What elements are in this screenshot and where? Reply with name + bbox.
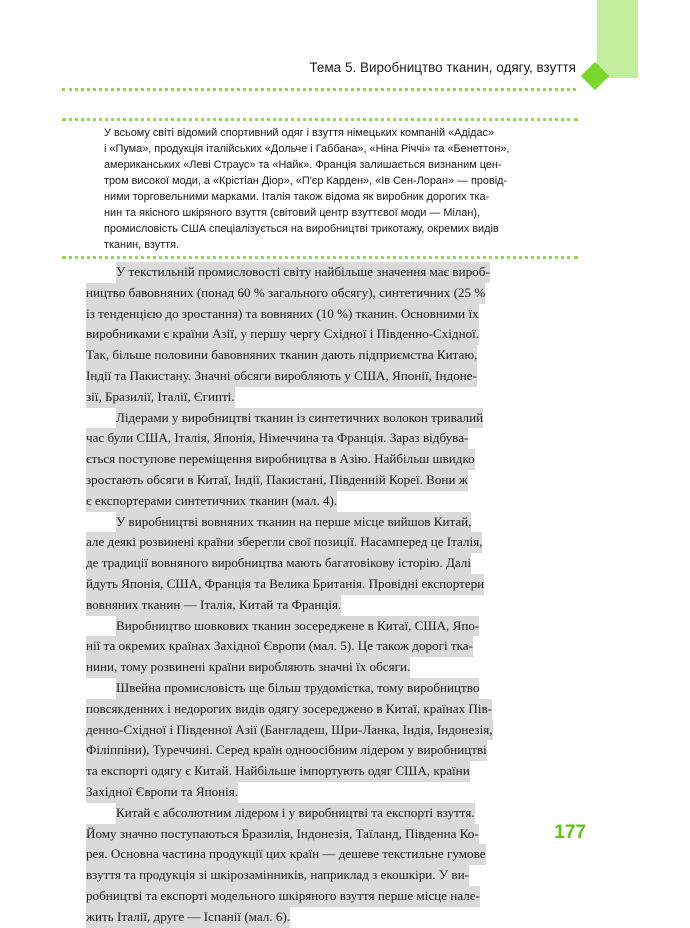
box-line: ними торговельними марками. Італія також відома як виробник дорогих тка- (104, 191, 490, 203)
text-line: є експортерами синтетичних тканин (мал. 4). (86, 491, 337, 512)
text-line: Виробництво шовкових тканин зосереджене в Китаї, США, Япо- (86, 616, 479, 637)
text-line: виробниками є країни Азії, у першу чергу Східної і Південно-Східної. (86, 324, 479, 345)
box-line: і «Пума», продукція італійських «Дольче і Габбана», «Ніна Річчі» та «Бенеттон», (104, 143, 510, 155)
page-header-title: Тема 5. Виробництво тканин, одягу, взуття (309, 60, 576, 75)
text-line: Швейна промисловість ще більш трудомістка, тому виробництво (86, 678, 479, 699)
info-box (104, 125, 578, 253)
text-line: час були США, Італія, Японія, Німеччина та Франція. Зараз відбува- (86, 428, 468, 449)
text-line: Йому значно поступаються Бразилія, Індонезія, Таїланд, Південна Ко- (86, 824, 479, 845)
text-line: нії та окремих країнах Західної Європи (мал. 5). Це також дорогі тка- (86, 636, 473, 657)
text-line: У текстильній промисловості світу найбільше значення має вироб- (86, 262, 490, 283)
box-line: тром високої моди, а «Крістіан Діор», «П'єр Карден», «Ів Сен-Лоран» — провід- (104, 175, 508, 187)
text-line: Філіппіни), Туреччині. Серед країн одноосібним лідером у виробництві (86, 740, 487, 761)
page-number: 177 (554, 822, 586, 843)
box-line: промисловість США спеціалізується на виробництві трикотажу, окремих видів (104, 223, 499, 235)
box-top-divider (62, 118, 578, 121)
text-line: ється поступове переміщення виробництва в Азію. Найбільш швидко (86, 449, 475, 470)
text-line: денно-Східної і Південної Азії (Бангладеш, Шри-Ланка, Індія, Індонезія, (86, 720, 493, 741)
text-line: Лідерами у виробництві тканин із синтетичних волокон тривалий (86, 408, 483, 429)
text-line: рея. Основна частина продукції цих країн — дешеве текстильне гумове (86, 844, 486, 865)
text-line: повсякденних і недорогих видів одягу зосереджено в Китаї, країнах Пів- (86, 699, 492, 720)
text-line: У виробництві вовняних тканин на перше місце вийшов Китай, (86, 512, 471, 533)
text-line: зростають обсяги в Китаї, Індії, Пакистані, Південній Кореї. Вони ж (86, 470, 468, 491)
text-line: вовняних тканин — Італія, Китай та Франція. (86, 595, 341, 616)
text-line: Індії та Пакистану. Значні обсяги виробляють у США, Японії, Індоне- (86, 366, 477, 387)
text-line: ництво бавовняних (понад 60 % загального обсягу), синтетичних (25 % (86, 283, 485, 304)
text-line: жить Італії, друге — Іспанії (мал. 6). (86, 907, 290, 928)
text-line: Західної Європи та Японія. (86, 782, 238, 803)
text-line: нини, тому розвинені країни виробляють значні їх обсяги. (86, 657, 410, 678)
corner-tab (597, 0, 638, 78)
text-line: Так, більше половини бавовняних тканин дають підприємства Китаю, (86, 345, 477, 366)
text-line: де традиції вовняного виробництва мають багатовікову історію. Далі (86, 553, 471, 574)
box-line: американських «Леві Страус» та «Найк». Франція залишається визнаним цен- (104, 159, 502, 171)
box-line: нин та якісного шкіряного взуття (світовий центр взуттєвої моди — Мілан), (104, 207, 480, 219)
box-line: тканин, взуття. (104, 239, 180, 251)
text-line: та експорті одягу є Китай. Найбільше імпортують одяг США, країни (86, 761, 470, 782)
main-text (86, 262, 578, 928)
box-bottom-divider (62, 256, 578, 259)
header-divider (62, 88, 576, 91)
text-line: але деякі розвинені країни зберегли свої позиції. Насамперед це Італія, (86, 532, 482, 553)
text-line: із тенденцією до зростання) та вовняних (10 %) тканин. Основними їх (86, 304, 479, 325)
text-line: зії, Бразилії, Італії, Єгипті. (86, 387, 235, 408)
box-line: У всьому світі відомий спортивний одяг і взуття німецьких компаній «Адідас» (104, 127, 495, 139)
text-line: робництві та експорті модельного шкіряного взуття перше місце нале- (86, 886, 480, 907)
text-line: взуття та продукція зі шкірозамінників, наприклад з екошкіри. У ви- (86, 865, 469, 886)
text-line: Китай є абсолютним лідером і у виробництві та експорті взуття. (86, 803, 475, 824)
text-line: йдуть Японія, США, Франція та Велика Британія. Провідні експортери (86, 574, 484, 595)
